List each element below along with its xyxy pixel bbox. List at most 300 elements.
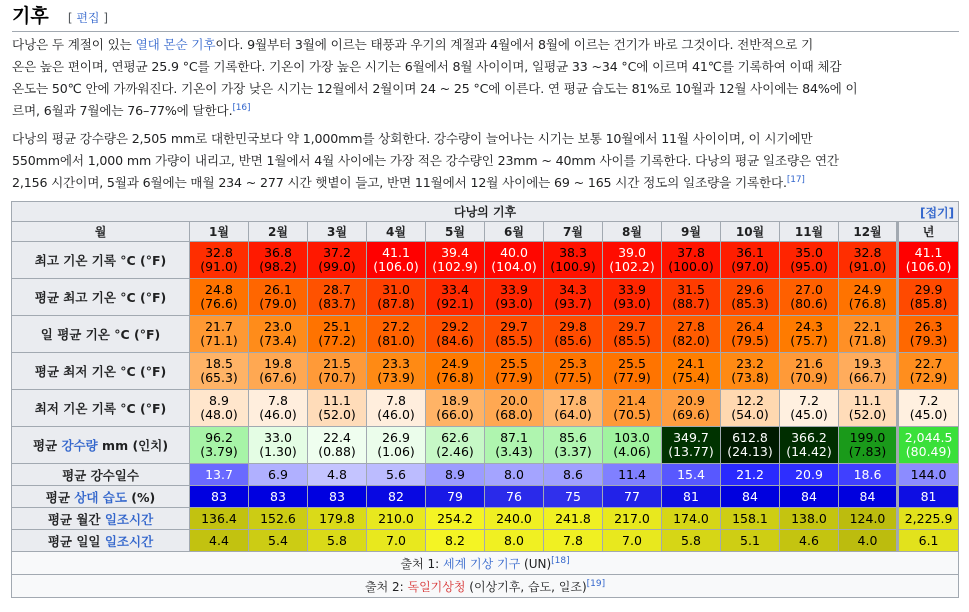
edit-link[interactable]: 편집 (76, 11, 100, 25)
metric-value: 29.2 (441, 319, 469, 334)
metric-value: 6.1 (918, 532, 939, 548)
text-run: 평균 강수일수 (62, 467, 139, 483)
metric-value: 24.8 (205, 282, 233, 297)
imperial-value: (73.8) (731, 370, 769, 385)
source-citation (12, 552, 959, 575)
imperial-value: (95.0) (790, 259, 828, 274)
wiki-link[interactable]: 상대 습도 (74, 489, 127, 505)
imperial-value: (1.06) (377, 444, 415, 459)
metric-value: 20.9 (677, 393, 705, 408)
imperial-value: (71.1) (200, 333, 238, 348)
metric-value: 29.8 (559, 319, 587, 334)
value-cell (485, 508, 544, 530)
value-cell (603, 353, 662, 390)
imperial-value: (64.0) (554, 407, 592, 422)
value-cell (367, 242, 426, 279)
value-cell (249, 530, 308, 552)
metric-value: 11.1 (853, 393, 882, 408)
metric-value: 41.1 (914, 245, 943, 260)
metric-value: 22.1 (853, 319, 882, 334)
value-cell (662, 427, 721, 464)
metric-value: 124.0 (849, 510, 886, 526)
value-cell (662, 486, 721, 508)
metric-value: 23.2 (736, 356, 764, 371)
metric-value: 366.2 (791, 430, 827, 445)
value-cell (662, 242, 721, 279)
metric-value: 144.0 (910, 466, 947, 482)
metric-value: 26.9 (382, 430, 410, 445)
row-label (12, 242, 190, 279)
paragraph-precipitation (12, 128, 962, 194)
month-header: 6월 (485, 222, 544, 242)
imperial-value: (100.9) (550, 259, 596, 274)
metric-value: 18.9 (441, 393, 469, 408)
metric-value: 84 (742, 488, 758, 504)
metric-value: 25.5 (618, 356, 646, 371)
climate-table-body (12, 242, 959, 598)
reference-link[interactable]: [19] (586, 578, 606, 589)
metric-value: 36.1 (736, 245, 764, 260)
metric-value: 37.2 (323, 245, 351, 260)
imperial-value: (80.49) (905, 444, 952, 459)
metric-value: 254.2 (437, 510, 473, 526)
reference-link[interactable]: [16] (232, 102, 251, 113)
value-cell (721, 279, 780, 316)
metric-value: 33.9 (618, 282, 646, 297)
value-cell (544, 316, 603, 353)
paragraph-line (12, 78, 962, 100)
value-cell (367, 486, 426, 508)
imperial-value: (0.88) (318, 444, 356, 459)
metric-value: 5.1 (740, 532, 760, 548)
imperial-value: (13.77) (668, 444, 714, 459)
text-run: 다낭의 평균 강수량은 2,505 mm로 대한민국보다 약 1,000mm를 상회한다. 강수량이 늘어나는 시기는 보통 10월에서 11월 사이이며, 이 시기에만 (12, 131, 813, 146)
value-cell (780, 390, 839, 427)
year-value-cell (898, 353, 959, 390)
month-header: 12월 (839, 222, 898, 242)
value-cell (485, 242, 544, 279)
value-cell (544, 508, 603, 530)
value-cell (308, 427, 367, 464)
value-cell (839, 530, 898, 552)
value-cell (249, 279, 308, 316)
value-cell (780, 508, 839, 530)
value-cell (485, 427, 544, 464)
imperial-value: (80.6) (790, 296, 828, 311)
table-row (12, 279, 959, 316)
imperial-value: (76.8) (436, 370, 474, 385)
value-cell (662, 508, 721, 530)
imperial-value: (66.7) (848, 370, 887, 385)
text-run: 평균 최고 기온 °C (°F) (34, 290, 167, 305)
imperial-value: (84.6) (436, 333, 474, 348)
value-cell (544, 353, 603, 390)
imperial-value: (85.5) (613, 333, 651, 348)
value-cell (190, 508, 249, 530)
imperial-value: (93.7) (554, 296, 592, 311)
value-cell (249, 427, 308, 464)
metric-value: 7.2 (918, 393, 939, 408)
imperial-value: (83.7) (318, 296, 356, 311)
value-cell (426, 390, 485, 427)
metric-value: 7.0 (386, 532, 406, 548)
metric-value: 33.9 (500, 282, 528, 297)
table-row (12, 353, 959, 390)
edit-section: [ 편집 ] (67, 11, 108, 25)
metric-value: 81 (683, 488, 699, 504)
value-cell (249, 390, 308, 427)
metric-value: 40.0 (500, 245, 528, 260)
row-label (12, 464, 190, 486)
value-cell (249, 486, 308, 508)
metric-value: 23.3 (382, 356, 410, 371)
year-value-cell (898, 508, 959, 530)
metric-value: 31.5 (677, 282, 705, 297)
metric-value: 25.3 (559, 356, 587, 371)
value-cell (662, 316, 721, 353)
metric-value: 5.8 (327, 532, 347, 548)
imperial-value: (100.0) (668, 259, 714, 274)
paragraph-line (12, 172, 962, 194)
metric-value: 83 (211, 488, 227, 504)
value-cell (426, 316, 485, 353)
metric-value: 5.6 (386, 466, 406, 482)
imperial-value: (93.0) (495, 296, 533, 311)
metric-value: 23.0 (264, 319, 292, 334)
value-cell (485, 390, 544, 427)
value-cell (249, 316, 308, 353)
metric-value: 11.1 (323, 393, 351, 408)
imperial-value: (70.5) (613, 407, 651, 422)
table-row (12, 316, 959, 353)
value-cell (721, 353, 780, 390)
value-cell (662, 464, 721, 486)
metric-value: 19.8 (264, 356, 292, 371)
metric-value: 83 (270, 488, 286, 504)
value-cell (308, 353, 367, 390)
row-label (12, 427, 190, 464)
value-cell (485, 464, 544, 486)
metric-value: 29.9 (914, 282, 943, 297)
text-run: 평균 월간 (47, 511, 105, 527)
metric-value: 87.1 (500, 430, 528, 445)
value-cell (190, 316, 249, 353)
text-run: mm (인치) (97, 438, 169, 453)
imperial-value: (85.3) (731, 296, 769, 311)
metric-value: 84 (859, 488, 876, 504)
metric-value: 2,044.5 (904, 430, 953, 445)
value-cell (780, 316, 839, 353)
value-cell (308, 464, 367, 486)
metric-value: 11.4 (618, 466, 646, 482)
value-cell (308, 530, 367, 552)
row-label (12, 390, 190, 427)
value-cell (308, 279, 367, 316)
metric-value: 24.1 (677, 356, 705, 371)
metric-value: 138.0 (791, 510, 827, 526)
imperial-value: (88.7) (672, 296, 710, 311)
text-run: 최고 기온 기록 °C (°F) (34, 253, 167, 268)
value-cell (780, 242, 839, 279)
metric-value: 4.0 (857, 532, 878, 548)
wiki-link[interactable]: 일조시간 (104, 511, 154, 527)
metric-value: 17.8 (559, 393, 587, 408)
value-cell (249, 464, 308, 486)
text-run: 온은 높은 편이며, 연평균 25.9 °C를 기록한다. 기온이 가장 높은 시기는 6월에서 8월 사이이며, 일평균 33 ~34 °C에 이르며 41℃를 기록하여 이때 체감 (12, 59, 842, 74)
table-caption (12, 202, 959, 222)
collapse-toggle[interactable]: [접기] (919, 206, 955, 220)
metric-value: 4.8 (327, 466, 347, 482)
imperial-value: (3.79) (200, 444, 238, 459)
month-header: 10월 (721, 222, 780, 242)
value-cell (308, 242, 367, 279)
value-cell (190, 242, 249, 279)
value-cell (544, 279, 603, 316)
value-cell (190, 279, 249, 316)
metric-value: 4.4 (209, 532, 229, 548)
imperial-value: (70.7) (318, 370, 356, 385)
table-row (12, 486, 959, 508)
metric-value: 20.9 (795, 466, 823, 482)
table-row (12, 390, 959, 427)
month-header: 4월 (367, 222, 426, 242)
imperial-value: (69.6) (672, 407, 710, 422)
imperial-value: (93.0) (613, 296, 651, 311)
value-cell (780, 353, 839, 390)
value-cell (839, 508, 898, 530)
value-cell (190, 390, 249, 427)
text-run: 평균 (45, 489, 75, 505)
text-run: (UN) (520, 556, 552, 571)
imperial-value: (46.0) (377, 407, 415, 422)
imperial-value: (7.83) (848, 444, 887, 459)
metric-value: 31.0 (382, 282, 410, 297)
value-cell (544, 464, 603, 486)
text-run: 온도는 50℃ 안에 가까워진다. 기온이 가장 낮은 시기는 12월에서 2월이며 24 ~ 25 °C에 이른다. 연 평균 습도는 81%로 10월과 12월 사이에는 84%에 이 (12, 81, 858, 96)
text-run: (%) (126, 489, 156, 505)
metric-value: 62.6 (441, 430, 469, 445)
value-cell (426, 353, 485, 390)
metric-value: 20.0 (500, 393, 528, 408)
metric-value: 8.9 (445, 466, 465, 482)
value-cell (308, 486, 367, 508)
imperial-value: (76.8) (848, 296, 887, 311)
value-cell (662, 353, 721, 390)
imperial-value: (75.7) (790, 333, 828, 348)
imperial-value: (102.9) (432, 259, 478, 274)
imperial-value: (73.4) (259, 333, 297, 348)
text-run: (이상기후, 습도, 일조) (465, 579, 587, 594)
metric-value: 37.8 (677, 245, 705, 260)
missing-page-link[interactable]: 독일기상청 (407, 579, 466, 594)
text-run: 출처 1: (400, 556, 444, 571)
row-label (12, 316, 190, 353)
value-cell (426, 427, 485, 464)
value-cell (780, 427, 839, 464)
value-cell (426, 279, 485, 316)
text-run: 다낭은 두 계절이 있는 (12, 37, 136, 52)
month-header: 7월 (544, 222, 603, 242)
metric-value: 75 (565, 488, 581, 504)
year-value-cell (898, 486, 959, 508)
metric-value: 7.8 (268, 393, 288, 408)
paragraph-line (12, 34, 962, 56)
metric-value: 12.2 (736, 393, 764, 408)
text-run: 일 평균 기온 °C (°F) (40, 327, 161, 342)
year-header: 년 (898, 222, 959, 242)
value-cell (426, 242, 485, 279)
wiki-link[interactable]: 세계 기상 기구 (443, 556, 521, 571)
value-cell (721, 508, 780, 530)
value-cell (721, 486, 780, 508)
section-heading (12, 3, 959, 32)
table-row (12, 242, 959, 279)
metric-value: 36.8 (264, 245, 292, 260)
value-cell (662, 390, 721, 427)
value-cell (308, 316, 367, 353)
metric-value: 39.0 (618, 245, 646, 260)
value-cell (603, 530, 662, 552)
imperial-value: (4.06) (613, 444, 651, 459)
imperial-value: (14.42) (786, 444, 832, 459)
metric-value: 18.5 (205, 356, 233, 371)
metric-value: 136.4 (201, 510, 237, 526)
imperial-value: (65.3) (200, 370, 238, 385)
metric-value: 8.0 (504, 532, 524, 548)
metric-value: 27.8 (677, 319, 705, 334)
wiki-link[interactable]: 열대 몬순 기후 (135, 37, 216, 52)
value-cell (249, 353, 308, 390)
metric-value: 8.2 (445, 532, 465, 548)
reference-link[interactable]: [18] (551, 555, 570, 566)
metric-value: 8.0 (504, 466, 524, 482)
metric-value: 85.6 (559, 430, 587, 445)
month-header: 2월 (249, 222, 308, 242)
value-cell (367, 427, 426, 464)
metric-value: 26.3 (914, 319, 943, 334)
month-header: 1월 (190, 222, 249, 242)
row-label (12, 530, 190, 552)
metric-value: 38.3 (559, 245, 587, 260)
value-cell (603, 508, 662, 530)
imperial-value: (75.4) (672, 370, 710, 385)
metric-value: 5.8 (681, 532, 701, 548)
value-cell (721, 316, 780, 353)
value-cell (308, 508, 367, 530)
metric-value: 29.7 (618, 319, 646, 334)
imperial-value: (1.30) (259, 444, 297, 459)
metric-value: 241.8 (555, 510, 591, 526)
row-label (12, 279, 190, 316)
value-cell (603, 427, 662, 464)
imperial-value: (92.1) (436, 296, 474, 311)
metric-value: 79 (447, 488, 463, 504)
metric-value: 6.9 (268, 466, 288, 482)
metric-value: 7.0 (622, 532, 642, 548)
imperial-value: (106.0) (905, 259, 952, 274)
value-cell (839, 242, 898, 279)
value-cell (603, 279, 662, 316)
month-header-row (12, 222, 959, 242)
imperial-value: (67.6) (259, 370, 297, 385)
value-cell (544, 486, 603, 508)
metric-value: 21.7 (205, 319, 233, 334)
value-cell (780, 464, 839, 486)
value-cell (367, 353, 426, 390)
text-run: 평균 최저 기온 °C (°F) (34, 364, 167, 379)
wiki-link[interactable]: 일조시간 (104, 533, 154, 549)
table-row (12, 508, 959, 530)
imperial-value: (71.8) (848, 333, 887, 348)
metric-value: 76 (506, 488, 522, 504)
value-cell (839, 427, 898, 464)
section-title: 기후 (12, 5, 49, 27)
imperial-value: (85.6) (554, 333, 592, 348)
value-cell (544, 390, 603, 427)
metric-value: 174.0 (673, 510, 709, 526)
metric-value: 4.6 (799, 532, 819, 548)
metric-value: 152.6 (260, 510, 296, 526)
imperial-value: (77.9) (495, 370, 533, 385)
imperial-value: (79.0) (259, 296, 297, 311)
imperial-value: (106.0) (373, 259, 419, 274)
metric-value: 103.0 (614, 430, 650, 445)
metric-value: 612.8 (732, 430, 768, 445)
imperial-value: (77.9) (613, 370, 651, 385)
metric-value: 210.0 (378, 510, 414, 526)
metric-value: 2,225.9 (904, 510, 953, 526)
value-cell (249, 508, 308, 530)
imperial-value: (73.9) (377, 370, 415, 385)
value-cell (780, 279, 839, 316)
text-run: 평균 (32, 438, 62, 453)
value-cell (367, 316, 426, 353)
imperial-value: (52.0) (318, 407, 356, 422)
metric-value: 13.7 (205, 466, 233, 482)
imperial-value: (68.0) (495, 407, 533, 422)
imperial-value: (3.37) (554, 444, 592, 459)
imperial-value: (79.5) (731, 333, 769, 348)
wiki-link[interactable]: 강수량 (61, 438, 98, 453)
value-cell (721, 530, 780, 552)
imperial-value: (99.0) (318, 259, 356, 274)
value-cell (367, 464, 426, 486)
value-cell (249, 242, 308, 279)
metric-value: 26.4 (736, 319, 764, 334)
value-cell (721, 242, 780, 279)
value-cell (544, 530, 603, 552)
imperial-value: (85.8) (909, 296, 948, 311)
reference-link[interactable]: [17] (786, 174, 805, 185)
month-header-label: 월 (12, 222, 190, 242)
imperial-value: (66.0) (436, 407, 474, 422)
source-row (12, 552, 959, 575)
metric-value: 15.4 (677, 466, 705, 482)
text-run: 르며, 6월과 7월에는 76–77%에 달한다. (12, 103, 233, 118)
year-value-cell (898, 530, 959, 552)
imperial-value: (102.2) (609, 259, 655, 274)
value-cell (721, 464, 780, 486)
imperial-value: (76.6) (200, 296, 238, 311)
metric-value: 8.9 (209, 393, 229, 408)
metric-value: 199.0 (849, 430, 886, 445)
metric-value: 25.1 (323, 319, 351, 334)
imperial-value: (87.8) (377, 296, 415, 311)
table-row (12, 530, 959, 552)
imperial-value: (52.0) (848, 407, 887, 422)
value-cell (662, 530, 721, 552)
paragraph-line (12, 128, 962, 150)
